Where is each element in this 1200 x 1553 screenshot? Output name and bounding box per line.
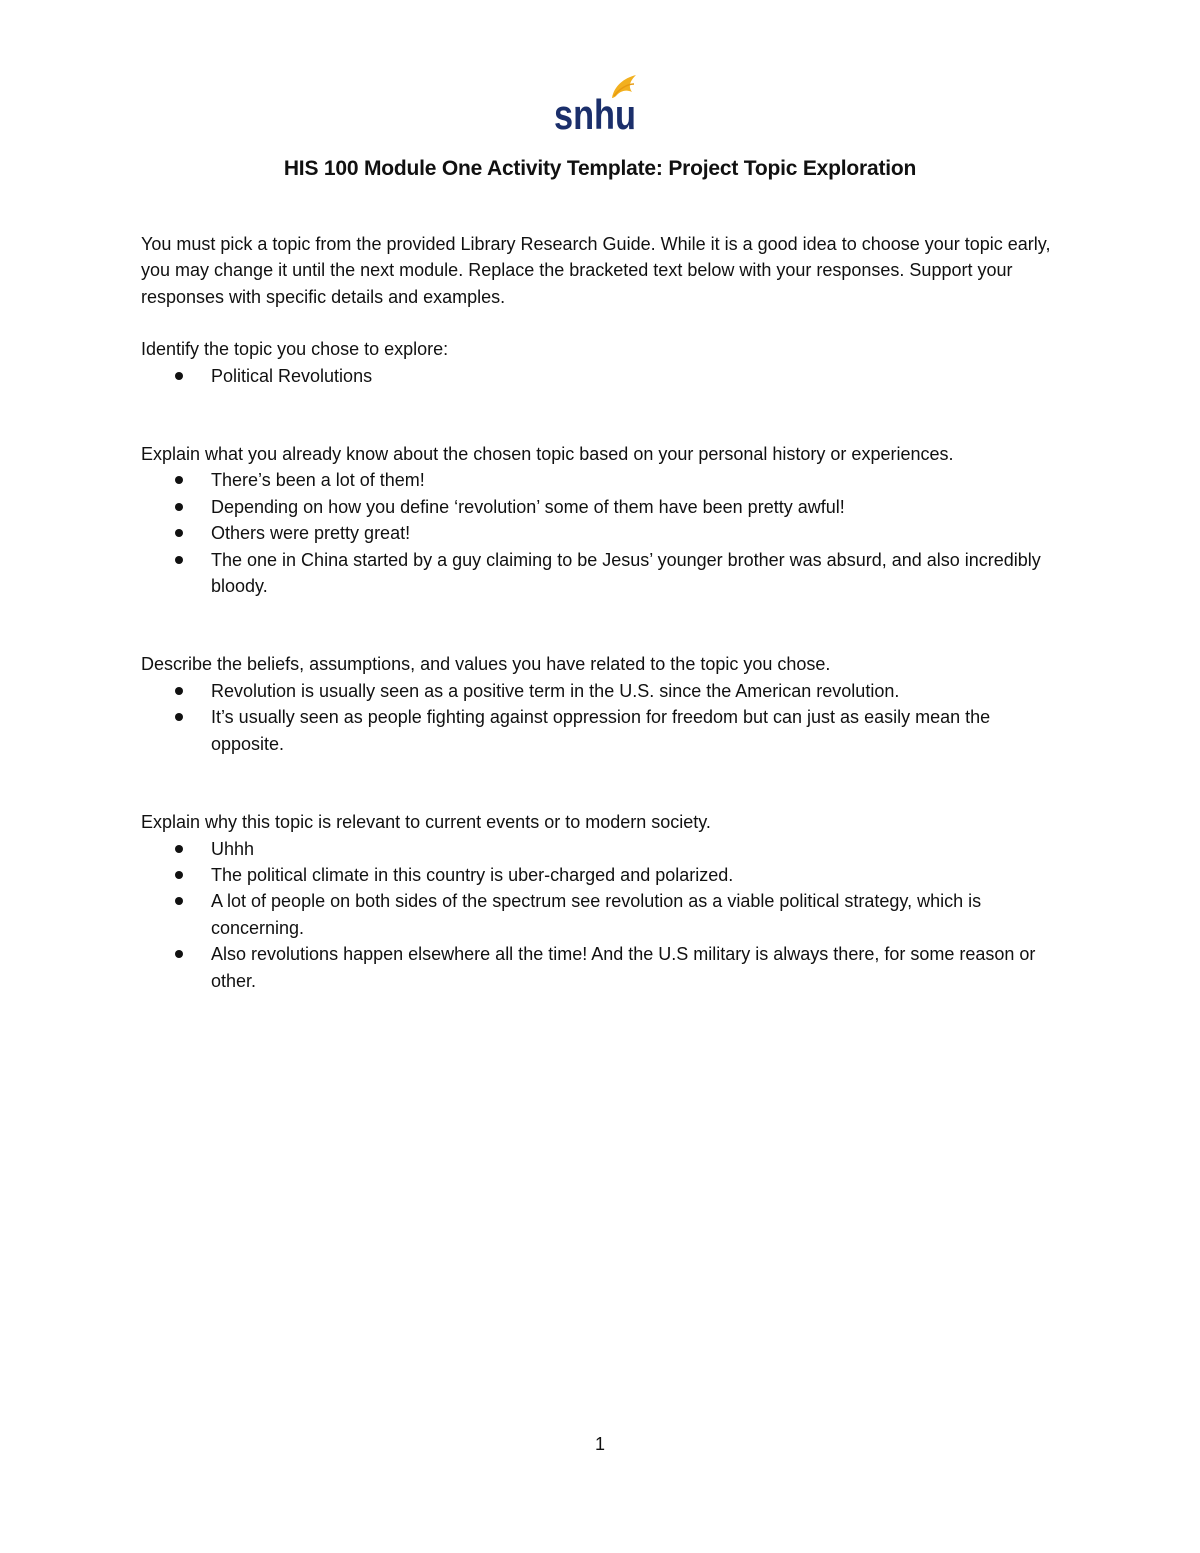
section-prompt: Describe the beliefs, assumptions, and values you have related to the topic you chose. xyxy=(141,654,831,675)
list-item: The one in China started by a guy claiming to be Jesus’ younger brother was absurd, and also incredibly bloody. xyxy=(141,547,1051,600)
section-topic xyxy=(141,336,1051,389)
list-item: Political Revolutions xyxy=(141,363,1051,389)
bullet-icon xyxy=(175,897,183,905)
document-title: HIS 100 Module One Activity Template: Project Topic Exploration xyxy=(283,157,917,180)
section-relevance xyxy=(141,809,1051,994)
bullet-icon xyxy=(175,372,183,380)
bullet-list xyxy=(141,363,1051,389)
list-item: Uhhh xyxy=(141,836,1051,862)
bullet-icon xyxy=(175,687,183,695)
list-item: There’s been a lot of them! xyxy=(141,467,1051,493)
bullet-icon xyxy=(175,476,183,484)
list-item: A lot of people on both sides of the spectrum see revolution as a viable political strategy, which is concerning. xyxy=(141,888,1051,941)
list-item: Revolution is usually seen as a positive term in the U.S. since the American revolution. xyxy=(141,678,1051,704)
section-prompt: Explain why this topic is relevant to current events or to modern society. xyxy=(141,812,711,833)
page-number: 1 xyxy=(594,1434,605,1454)
section-knowledge xyxy=(141,441,1051,599)
bullet-icon xyxy=(175,845,183,853)
bullet-list xyxy=(141,836,1051,994)
document-body xyxy=(141,231,1051,994)
bullet-icon xyxy=(175,529,183,537)
bullet-icon xyxy=(175,713,183,721)
bullet-icon xyxy=(175,871,183,879)
section-prompt: Explain what you already know about the chosen topic based on your personal history or experiences. xyxy=(141,444,954,465)
list-item: It’s usually seen as people fighting against oppression for freedom but can just as easily mean the opposite. xyxy=(141,704,1051,757)
intro-paragraph: You must pick a topic from the provided Library Research Guide. While it is a good idea to choose your topic early, you may change it until the next module. Replace the bracketed text below with your responses. Support your responses with specific details and examples. xyxy=(141,234,1051,307)
bullet-icon xyxy=(175,556,183,564)
list-item: Others were pretty great! xyxy=(141,520,1051,546)
list-item: The political climate in this country is uber-charged and polarized. xyxy=(141,862,1051,888)
bullet-icon xyxy=(175,503,183,511)
list-item: Also revolutions happen elsewhere all the time! And the U.S military is always there, for some reason or other. xyxy=(141,941,1051,994)
logo-text: snhu xyxy=(554,91,636,138)
snhu-logo xyxy=(554,72,640,138)
bullet-list xyxy=(141,678,1051,757)
section-beliefs xyxy=(141,651,1051,757)
bullet-list xyxy=(141,467,1051,599)
list-item: Depending on how you define ‘revolution’ some of them have been pretty awful! xyxy=(141,494,1051,520)
section-prompt: Identify the topic you chose to explore: xyxy=(141,339,449,360)
bullet-icon xyxy=(175,950,183,958)
